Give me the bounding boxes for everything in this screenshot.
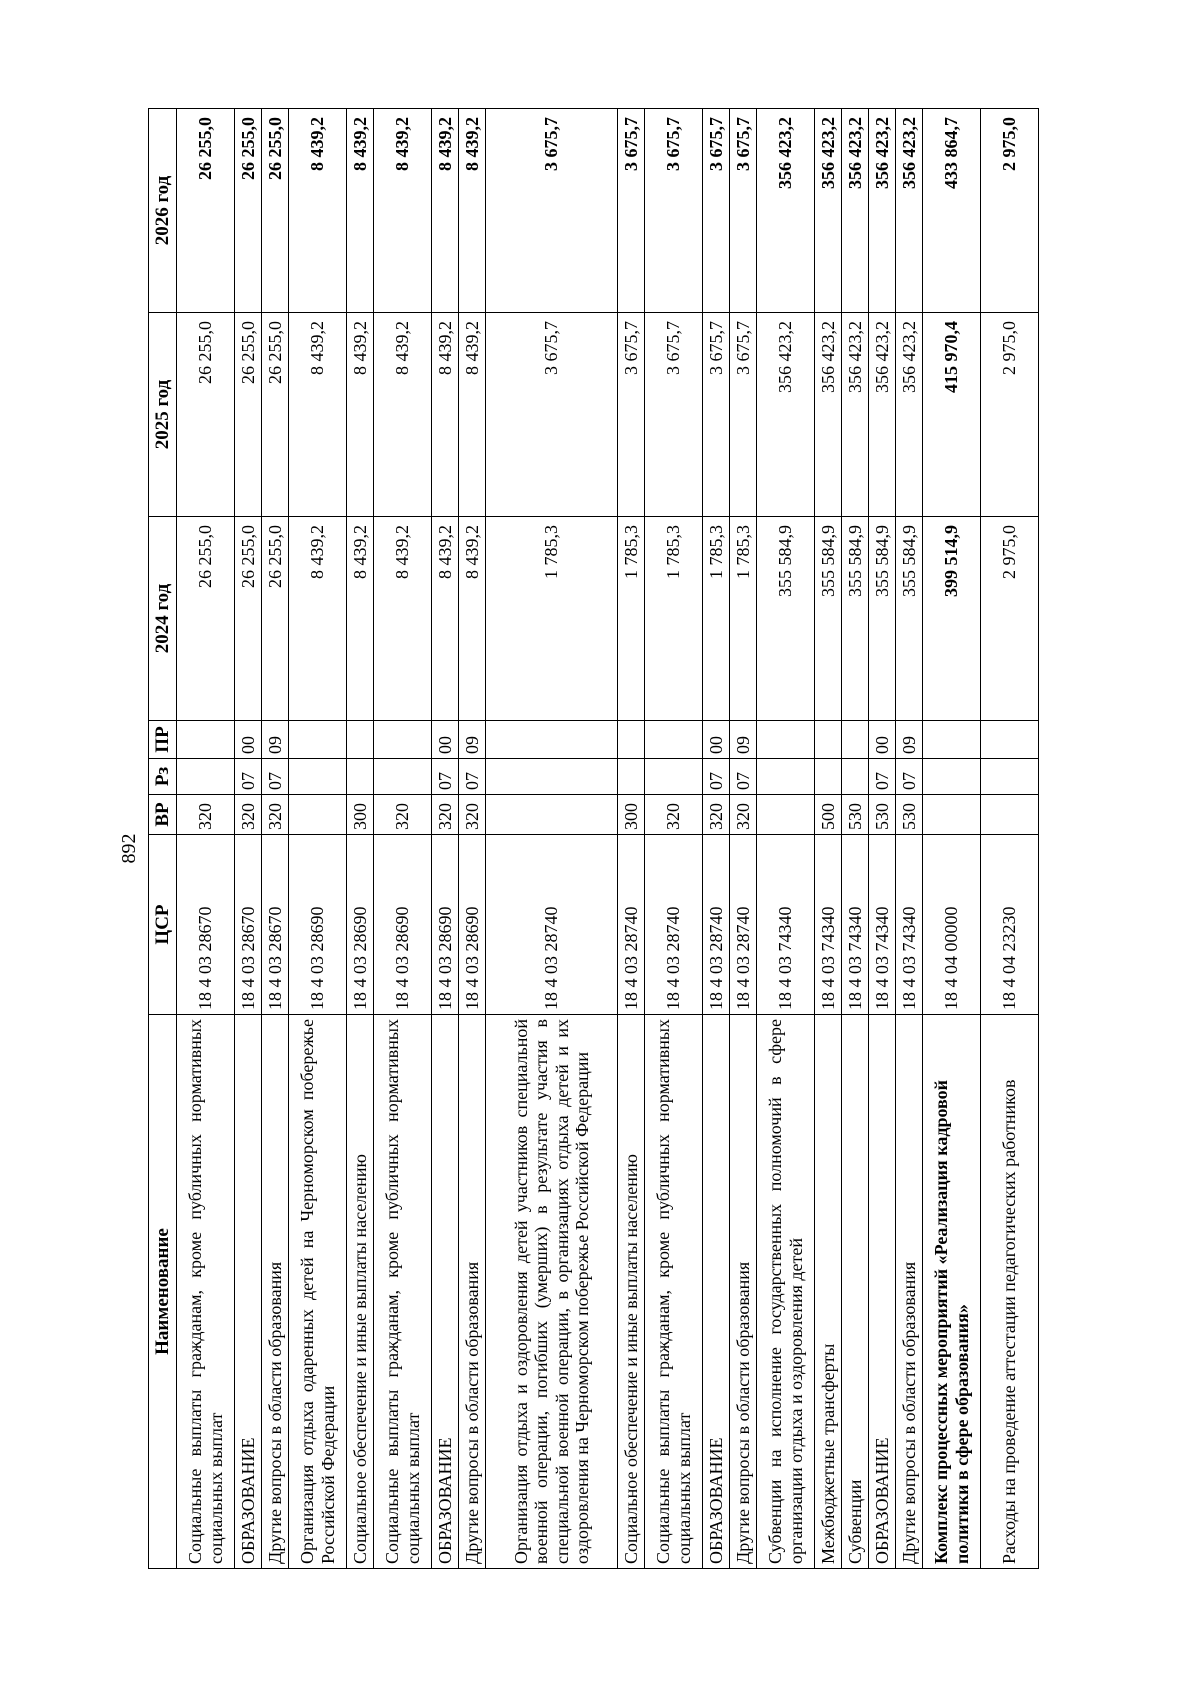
row-csr-cell: 18 4 03 74340 [757,835,815,1015]
row-csr-cell: 18 4 03 28740 [730,835,757,1015]
row-2024-cell: 1 785,3 [645,517,703,721]
row-2025-cell: 26 255,0 [235,313,262,517]
row-name-cell: Межбюджетные трансферты [815,1015,842,1569]
table-row [869,109,896,1569]
row-pr-cell [374,721,432,759]
row-vr-cell: 320 [177,795,235,835]
row-csr-cell: 18 4 03 28740 [645,835,703,1015]
table-row [289,109,347,1569]
row-2024-cell: 1 785,3 [703,517,730,721]
row-2026-cell: 8 439,2 [432,109,459,313]
row-rz-cell [981,759,1039,795]
row-2025-cell: 8 439,2 [289,313,347,517]
header-year-2026: 2026 год [149,109,177,313]
page-number: 892 [118,833,140,864]
row-rz-cell [815,759,842,795]
table-row [645,109,703,1569]
row-rz-cell [645,759,703,795]
row-rz-cell: 07 [459,759,486,795]
row-2024-cell: 26 255,0 [262,517,289,721]
row-2026-cell: 3 675,7 [486,109,618,313]
row-pr-cell [618,721,645,759]
table-row [459,109,486,1569]
row-2025-cell: 356 423,2 [896,313,923,517]
row-name-cell: ОБРАЗОВАНИЕ [235,1015,262,1569]
row-2025-cell: 26 255,0 [262,313,289,517]
row-2024-cell: 8 439,2 [459,517,486,721]
row-csr-cell: 18 4 03 28690 [374,835,432,1015]
row-vr-cell [923,795,981,835]
row-2026-cell: 3 675,7 [645,109,703,313]
row-vr-cell: 320 [262,795,289,835]
row-csr-cell: 18 4 04 00000 [923,835,981,1015]
row-2024-cell: 355 584,9 [896,517,923,721]
row-csr-cell: 18 4 03 28670 [235,835,262,1015]
row-vr-cell: 320 [459,795,486,835]
row-2024-cell: 1 785,3 [618,517,645,721]
row-csr-cell: 18 4 03 28690 [459,835,486,1015]
table-row [347,109,374,1569]
row-name-cell: Субвенции на исполнение государственных полномочий в сфере организации отдыха и оздоровления детей [757,1015,815,1569]
row-pr-cell [923,721,981,759]
row-2026-cell: 3 675,7 [703,109,730,313]
row-rz-cell [757,759,815,795]
row-vr-cell [981,795,1039,835]
row-2025-cell: 3 675,7 [703,313,730,517]
row-rz-cell [486,759,618,795]
row-rz-cell: 07 [432,759,459,795]
table-row [374,109,432,1569]
row-pr-cell [486,721,618,759]
row-name-cell: Организация отдыха одаренных детей на Черноморском побережье Российской Федерации [289,1015,347,1569]
row-vr-cell: 530 [896,795,923,835]
row-rz-cell: 07 [262,759,289,795]
row-rz-cell: 07 [235,759,262,795]
row-2025-cell: 8 439,2 [374,313,432,517]
row-csr-cell: 18 4 03 28740 [703,835,730,1015]
row-csr-cell: 18 4 03 28740 [486,835,618,1015]
row-2024-cell: 355 584,9 [869,517,896,721]
row-pr-cell: 00 [432,721,459,759]
row-name-cell: ОБРАЗОВАНИЕ [869,1015,896,1569]
row-2026-cell: 2 975,0 [981,109,1039,313]
header-rz: Рз [149,759,177,795]
row-csr-cell: 18 4 03 74340 [896,835,923,1015]
row-2024-cell: 355 584,9 [757,517,815,721]
row-2024-cell: 1 785,3 [486,517,618,721]
row-rz-cell [177,759,235,795]
row-rz-cell [347,759,374,795]
row-rz-cell [842,759,869,795]
row-rz-cell: 07 [703,759,730,795]
row-csr-cell: 18 4 04 23230 [981,835,1039,1015]
row-vr-cell: 530 [842,795,869,835]
row-pr-cell [347,721,374,759]
row-2024-cell: 8 439,2 [374,517,432,721]
row-2024-cell: 1 785,3 [730,517,757,721]
table-row [896,109,923,1569]
row-vr-cell: 320 [703,795,730,835]
row-2025-cell: 8 439,2 [432,313,459,517]
header-row [149,109,177,1569]
table-row [842,109,869,1569]
row-2026-cell: 8 439,2 [289,109,347,313]
table-row [703,109,730,1569]
row-2026-cell: 356 423,2 [896,109,923,313]
row-2025-cell: 3 675,7 [618,313,645,517]
row-vr-cell: 300 [618,795,645,835]
row-2025-cell: 8 439,2 [347,313,374,517]
row-pr-cell [842,721,869,759]
header-pr: ПР [149,721,177,759]
table-row [815,109,842,1569]
row-rz-cell: 07 [869,759,896,795]
row-2024-cell: 355 584,9 [842,517,869,721]
row-pr-cell [981,721,1039,759]
row-2025-cell: 3 675,7 [645,313,703,517]
table-body [177,109,1039,1569]
header-year-2024: 2024 год [149,517,177,721]
row-csr-cell: 18 4 03 74340 [869,835,896,1015]
budget-table [148,108,1039,1569]
row-pr-cell: 00 [703,721,730,759]
row-2024-cell: 8 439,2 [347,517,374,721]
row-pr-cell [815,721,842,759]
row-pr-cell: 09 [459,721,486,759]
row-2024-cell: 26 255,0 [235,517,262,721]
row-2026-cell: 356 423,2 [757,109,815,313]
row-2025-cell: 356 423,2 [757,313,815,517]
header-vr: ВР [149,795,177,835]
table-row [757,109,815,1569]
row-pr-cell [177,721,235,759]
row-2026-cell: 3 675,7 [730,109,757,313]
table-row [923,109,981,1569]
row-2024-cell: 8 439,2 [432,517,459,721]
row-2025-cell: 356 423,2 [815,313,842,517]
row-vr-cell [486,795,618,835]
table-header [149,109,177,1569]
row-csr-cell: 18 4 03 28670 [177,835,235,1015]
row-name-cell: Другие вопросы в области образования [896,1015,923,1569]
row-vr-cell: 320 [432,795,459,835]
header-csr: ЦСР [149,835,177,1015]
row-pr-cell [757,721,815,759]
row-name-cell: Комплекс процессных мероприятий «Реализация кадровой политики в сфере образования» [923,1015,981,1569]
row-vr-cell: 530 [869,795,896,835]
row-2024-cell: 399 514,9 [923,517,981,721]
row-pr-cell: 00 [869,721,896,759]
row-2025-cell: 8 439,2 [459,313,486,517]
row-csr-cell: 18 4 03 28740 [618,835,645,1015]
row-2026-cell: 26 255,0 [177,109,235,313]
row-rz-cell: 07 [896,759,923,795]
row-name-cell: Социальные выплаты гражданам, кроме публичных нормативных социальных выплат [645,1015,703,1569]
row-2024-cell: 355 584,9 [815,517,842,721]
row-pr-cell: 09 [896,721,923,759]
row-pr-cell: 09 [262,721,289,759]
row-2024-cell: 8 439,2 [289,517,347,721]
row-name-cell: ОБРАЗОВАНИЕ [432,1015,459,1569]
row-csr-cell: 18 4 03 74340 [815,835,842,1015]
row-vr-cell [289,795,347,835]
row-name-cell: Социальное обеспечение и иные выплаты населению [347,1015,374,1569]
row-2026-cell: 3 675,7 [618,109,645,313]
row-rz-cell [374,759,432,795]
row-name-cell: Расходы на проведение аттестации педагогических работников [981,1015,1039,1569]
table-row [730,109,757,1569]
row-pr-cell [289,721,347,759]
row-2025-cell: 3 675,7 [486,313,618,517]
row-name-cell: Организация отдыха и оздоровления детей участников специальной военной операции, погибших (умерших) в результате участия в специальной военной операции, в организациях отдыха детей и их оздоровления на Черноморском побережье Российской Федерации [486,1015,618,1569]
row-2026-cell: 26 255,0 [235,109,262,313]
row-vr-cell: 300 [347,795,374,835]
table-row [177,109,235,1569]
row-2025-cell: 26 255,0 [177,313,235,517]
row-csr-cell: 18 4 03 74340 [842,835,869,1015]
row-2026-cell: 433 864,7 [923,109,981,313]
row-name-cell: Другие вопросы в области образования [730,1015,757,1569]
row-vr-cell [757,795,815,835]
table-row [486,109,618,1569]
header-year-2025: 2025 год [149,313,177,517]
table-row [618,109,645,1569]
row-rz-cell: 07 [730,759,757,795]
row-rz-cell [923,759,981,795]
row-vr-cell: 320 [730,795,757,835]
row-rz-cell [618,759,645,795]
row-2024-cell: 26 255,0 [177,517,235,721]
row-2026-cell: 8 439,2 [347,109,374,313]
row-vr-cell: 500 [815,795,842,835]
row-rz-cell [289,759,347,795]
row-csr-cell: 18 4 03 28690 [432,835,459,1015]
row-name-cell: ОБРАЗОВАНИЕ [703,1015,730,1569]
row-2026-cell: 356 423,2 [815,109,842,313]
row-csr-cell: 18 4 03 28670 [262,835,289,1015]
row-vr-cell: 320 [645,795,703,835]
row-csr-cell: 18 4 03 28690 [347,835,374,1015]
row-pr-cell: 09 [730,721,757,759]
row-name-cell: Социальные выплаты гражданам, кроме публичных нормативных социальных выплат [177,1015,235,1569]
table-row [262,109,289,1569]
row-name-cell: Субвенции [842,1015,869,1569]
table-row [235,109,262,1569]
header-name: Наименование [149,1015,177,1569]
row-2024-cell: 2 975,0 [981,517,1039,721]
row-name-cell: Социальные выплаты гражданам, кроме публичных нормативных социальных выплат [374,1015,432,1569]
row-2026-cell: 356 423,2 [869,109,896,313]
row-2025-cell: 356 423,2 [869,313,896,517]
row-pr-cell: 00 [235,721,262,759]
table-row [432,109,459,1569]
row-2025-cell: 415 970,4 [923,313,981,517]
row-2026-cell: 8 439,2 [374,109,432,313]
row-name-cell: Другие вопросы в области образования [262,1015,289,1569]
row-name-cell: Другие вопросы в области образования [459,1015,486,1569]
row-pr-cell [645,721,703,759]
row-vr-cell: 320 [235,795,262,835]
row-2025-cell: 356 423,2 [842,313,869,517]
row-2026-cell: 26 255,0 [262,109,289,313]
row-2025-cell: 3 675,7 [730,313,757,517]
row-vr-cell: 320 [374,795,432,835]
row-name-cell: Социальное обеспечение и иные выплаты населению [618,1015,645,1569]
row-2026-cell: 356 423,2 [842,109,869,313]
row-2026-cell: 8 439,2 [459,109,486,313]
row-csr-cell: 18 4 03 28690 [289,835,347,1015]
table-row [981,109,1039,1569]
row-2025-cell: 2 975,0 [981,313,1039,517]
